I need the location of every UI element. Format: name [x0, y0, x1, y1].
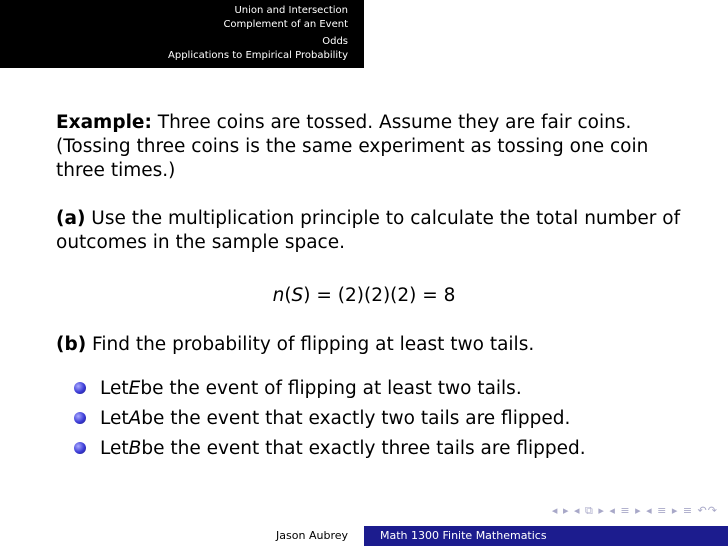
nav-section-complement[interactable]: Complement of an Event	[223, 19, 348, 30]
eqn-function: n	[272, 285, 285, 306]
footer-bar	[0, 526, 728, 546]
bullet-text-post: be the event that exactly three tails are flipped.	[141, 437, 586, 459]
header-nav-panel	[0, 0, 364, 68]
bullet-list	[74, 373, 586, 463]
part-a-text: Use the multiplication principle to calculate the total number of outcomes in the sample space.	[56, 208, 681, 253]
part-a-paragraph	[56, 207, 686, 255]
list-item	[74, 433, 586, 463]
eqn-variable: S	[291, 285, 304, 306]
bullet-text-post: be the event that exactly two tails are flipped.	[141, 407, 571, 429]
nav-section-odds[interactable]: Odds	[322, 36, 348, 47]
nav-section-union[interactable]: Union and Intersection	[234, 5, 348, 16]
example-paragraph	[56, 111, 686, 183]
sample-space-equation: n(S) = (2)(2)(2) = 8	[272, 285, 456, 306]
part-a-label: (a)	[56, 208, 86, 229]
part-b-text: Find the probability of flipping at least two tails.	[92, 334, 535, 355]
list-item	[74, 373, 586, 403]
bullet-text-pre: Let	[100, 407, 129, 429]
nav-section-empirical[interactable]: Applications to Empirical Probability	[168, 50, 348, 61]
example-text: Three coins are tossed. Assume they are fair coins. (Tossing three coins is the same experiment as tossing one coin three times.)	[56, 112, 649, 181]
bullet-ball-icon	[74, 442, 86, 454]
eqn-rhs: = (2)(2)(2) = 8	[316, 285, 456, 306]
part-b-paragraph	[56, 333, 686, 357]
bullet-text-pre: Let	[100, 377, 129, 399]
bullet-ball-icon	[74, 412, 86, 424]
bullet-variable: A	[128, 407, 142, 429]
list-item	[74, 403, 586, 433]
footer-author: Jason Aubrey	[0, 526, 364, 546]
header-bar	[0, 0, 728, 68]
example-label: Example:	[56, 112, 152, 133]
part-b-label: (b)	[56, 334, 87, 355]
bullet-text-post: be the event of flipping at least two tails.	[140, 377, 522, 399]
footer-course: Math 1300 Finite Mathematics	[364, 526, 728, 546]
bullet-variable: E	[128, 377, 141, 399]
bullet-ball-icon	[74, 382, 86, 394]
header-right-panel	[364, 0, 728, 68]
bullet-variable: B	[128, 437, 142, 459]
beamer-navigation-icons[interactable]: ◂ ▸ ◂ ⧉ ▸ ◂ ≡ ▸ ◂ ≡ ▸ ≡ ↶↷	[551, 504, 718, 517]
bullet-text-pre: Let	[100, 437, 129, 459]
